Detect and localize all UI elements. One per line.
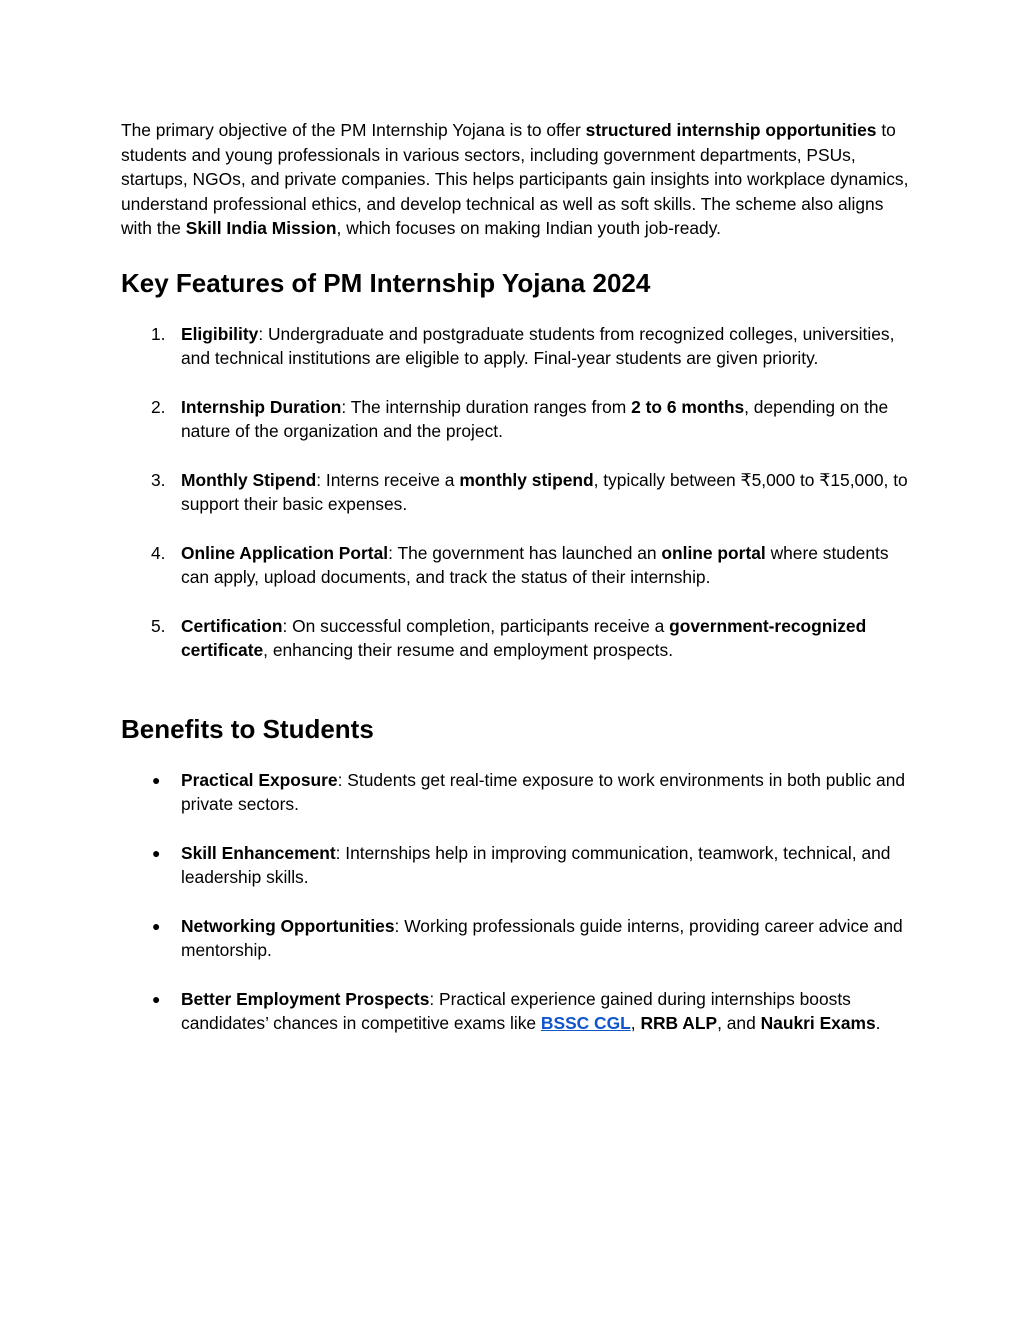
benefit-item-skills xyxy=(121,841,911,890)
benefits-heading: Benefits to Students xyxy=(121,713,374,744)
feature-text: where students can apply, upload documents, and track the status of their internship. xyxy=(181,542,889,587)
feature-title: Online Application Portal xyxy=(181,542,389,563)
benefit-text: , and xyxy=(717,1013,761,1033)
feature-text: , typically between ₹5,000 to ₹15,000, to support their basic expenses. xyxy=(181,469,908,514)
document-page xyxy=(121,118,911,1060)
intro-bold-2: Skill India Mission xyxy=(185,218,337,238)
feature-text: : Interns receive a xyxy=(316,469,460,490)
benefit-title: Better Employment Prospects xyxy=(181,988,430,1009)
feature-bold: 2 to 6 months xyxy=(631,396,745,417)
benefits-list xyxy=(121,768,911,1036)
list-number: 2. xyxy=(151,396,166,417)
benefit-text: : Internships help in improving communication, teamwork, technical, and leadership skills. xyxy=(181,842,891,887)
feature-item-stipend xyxy=(121,468,911,517)
feature-item-eligibility xyxy=(121,322,911,371)
benefit-text: : Practical experience gained during internships boosts candidates’ chances in competitive exams like xyxy=(181,988,851,1033)
benefit-bold: Naukri Exams xyxy=(760,1013,876,1033)
bullet-icon: ● xyxy=(152,844,161,861)
bullet-icon: ● xyxy=(152,990,161,1007)
features-heading: Key Features of PM Internship Yojana 2024 xyxy=(121,267,651,298)
benefit-title: Skill Enhancement xyxy=(181,842,336,863)
bullet-icon: ● xyxy=(152,917,161,934)
benefit-text: : Working professionals guide interns, providing career advice and mentorship. xyxy=(181,915,903,960)
benefit-bold: RRB ALP xyxy=(640,1013,718,1033)
benefit-item-networking xyxy=(121,914,911,963)
benefit-item-exposure xyxy=(121,768,911,817)
intro-bold-1: structured internship opportunities xyxy=(585,120,877,140)
benefit-title: Networking Opportunities xyxy=(181,915,395,936)
feature-title: Internship Duration xyxy=(181,396,342,417)
feature-bold: monthly stipend xyxy=(459,469,594,490)
feature-title: Monthly Stipend xyxy=(181,469,317,490)
feature-title: Certification xyxy=(181,615,283,636)
feature-bold: online portal xyxy=(661,542,766,563)
feature-text: : The internship duration ranges from xyxy=(341,396,632,417)
intro-text-3: , which focuses on making Indian youth job-ready. xyxy=(336,218,721,238)
feature-text: , enhancing their resume and employment prospects. xyxy=(263,640,674,660)
list-number: 4. xyxy=(151,542,166,563)
list-number: 3. xyxy=(151,469,166,490)
feature-item-portal xyxy=(121,541,911,590)
bullet-icon: ● xyxy=(152,771,161,788)
feature-text: , depending on the nature of the organization and the project. xyxy=(181,396,889,441)
benefit-text: . xyxy=(875,1013,881,1033)
feature-text: : On successful completion, participants receive a xyxy=(282,615,670,636)
intro-paragraph xyxy=(121,118,911,241)
intro-text-2: to students and young professionals in various sectors, including government departments, PSUs, startups, NGOs, and private companies. This helps participants gain insights into workplace dynamics, understand professional ethics, and develop technical as well as soft skills. The scheme also aligns with the xyxy=(121,120,909,238)
feature-bold: government-recognized certificate xyxy=(181,615,867,660)
feature-text: : The government has launched an xyxy=(388,542,662,563)
list-number: 1. xyxy=(151,323,166,344)
feature-text: : Undergraduate and postgraduate students from recognized colleges, universities, and technical institutions are eligible to apply. Final-year students are given priority. xyxy=(181,323,895,368)
intro-text-1: The primary objective of the PM Internship Yojana is to offer xyxy=(121,120,586,140)
feature-item-duration xyxy=(121,395,911,444)
bssc-cgl-link[interactable]: BSSC CGL xyxy=(540,1013,631,1033)
benefit-text: : Students get real-time exposure to work environments in both public and private sectors. xyxy=(181,769,906,814)
feature-item-certification xyxy=(121,614,911,663)
feature-title: Eligibility xyxy=(181,323,259,344)
list-number: 5. xyxy=(151,615,166,636)
benefit-text: , xyxy=(630,1013,641,1033)
benefit-title: Practical Exposure xyxy=(181,769,338,790)
benefit-item-employment xyxy=(121,987,911,1036)
features-list xyxy=(121,322,911,663)
